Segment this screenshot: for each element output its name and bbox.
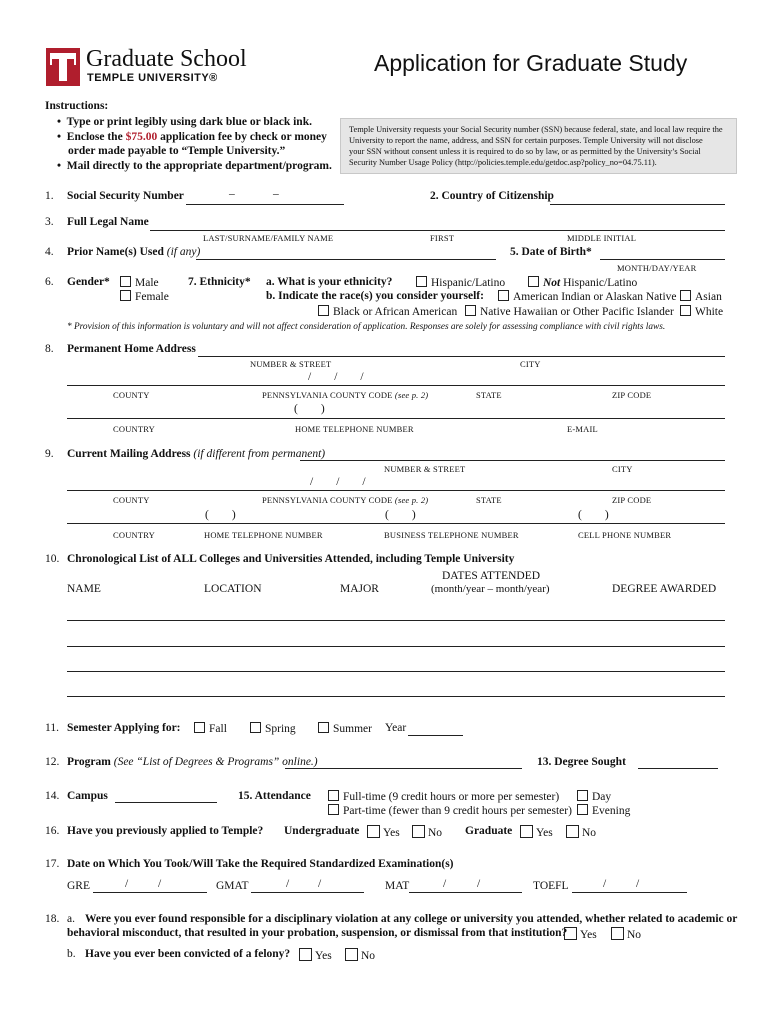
temple-logo xyxy=(46,48,80,86)
legal-name-field[interactable] xyxy=(150,230,725,231)
q18-number: 18. xyxy=(45,913,60,925)
ssn-notice-line: University to report the name, address, and SSN for certain purposes. Temple University will not disclose xyxy=(349,136,703,145)
phone-parens: ( ) xyxy=(294,403,325,415)
college-row-field[interactable] xyxy=(67,646,725,647)
exam-dates-label: Date on Which You Took/Will Take the Required Standardized Examination(s) xyxy=(67,858,454,870)
college-row-field[interactable] xyxy=(67,671,725,672)
gmat-label: GMAT xyxy=(216,880,249,892)
slash: / xyxy=(286,878,290,890)
phone-parens: ( ) xyxy=(385,509,416,521)
previously-applied-label: Have you previously applied to Temple? xyxy=(67,825,264,837)
q18b-prefix: b. xyxy=(67,948,76,960)
semester-label: Semester Applying for: xyxy=(67,722,181,734)
disciplinary-yes-option[interactable]: Yes xyxy=(561,927,597,941)
attendance-label: 15. Attendance xyxy=(238,790,311,802)
q14-number: 14. xyxy=(45,790,60,802)
ssn-notice-line: Security Number Usage Policy (http://policies.temple.edu/getdoc.asp?policy_no=04.75.11). xyxy=(349,158,657,167)
instruction-item: • Enclose the $75.00 application fee by check or money xyxy=(57,131,327,143)
caption: COUNTRY xyxy=(113,530,156,540)
gre-label: GRE xyxy=(67,880,90,892)
q12-number: 12. xyxy=(45,756,60,768)
slash: / / / xyxy=(308,371,364,383)
checkbox-icon xyxy=(528,276,539,287)
first-name-caption: FIRST xyxy=(430,233,455,243)
gender-female-option[interactable]: Female xyxy=(120,290,169,303)
checkbox-icon xyxy=(680,290,691,301)
fee-amount: $75.00 xyxy=(125,131,158,143)
checkbox-icon xyxy=(345,948,358,961)
q8-number: 8. xyxy=(45,343,54,355)
q17-number: 17. xyxy=(45,858,60,870)
part-time-option[interactable]: Part-time (fewer than 9 credit hours per semester) xyxy=(328,804,572,817)
degree-sought-field[interactable] xyxy=(638,768,718,769)
caption: ZIP CODE xyxy=(612,495,652,505)
race-question: b. Indicate the race(s) you consider yourself: xyxy=(266,290,484,302)
checkbox-icon xyxy=(465,305,476,316)
checkbox-icon xyxy=(328,804,339,815)
degree-sought-label: 13. Degree Sought xyxy=(537,756,626,768)
colleges-label: Chronological List of ALL Colleges and Universities Attended, including Temple University xyxy=(67,553,515,565)
semester-summer-option[interactable]: Summer xyxy=(318,722,372,735)
ethnicity-label: 7. Ethnicity* xyxy=(188,276,251,288)
date-of-birth-field[interactable] xyxy=(600,259,725,260)
slash: / / / xyxy=(310,476,366,488)
slash: / xyxy=(477,878,481,890)
col-dates-format: (month/year – month/year) xyxy=(431,583,550,595)
ssn-notice-line: Temple University requests your Social Security number (SSN) because federal, state, and local law require the xyxy=(349,125,723,134)
middle-initial-caption: MIDDLE INITIAL xyxy=(567,233,637,243)
not-hispanic-option[interactable]: Not Hispanic/Latino xyxy=(528,276,637,289)
caption: BUSINESS TELEPHONE NUMBER xyxy=(384,530,519,540)
q6-number: 6. xyxy=(45,276,54,288)
checkbox-icon xyxy=(318,722,329,733)
temple-t-icon xyxy=(46,48,80,86)
campus-field[interactable] xyxy=(115,802,217,803)
prior-names-label: Prior Name(s) Used (if any) xyxy=(67,246,201,258)
checkbox-icon xyxy=(318,305,329,316)
felony-question: Have you ever been convicted of a felony? xyxy=(85,948,291,960)
col-degree: DEGREE AWARDED xyxy=(612,583,717,595)
page-title: Application for Graduate Study xyxy=(374,50,688,76)
checkbox-icon xyxy=(566,825,579,838)
checkbox-icon xyxy=(328,790,339,801)
mailing-address-label: Current Mailing Address (if different from permanent) xyxy=(67,448,326,460)
caption: ZIP CODE xyxy=(612,390,652,400)
race-option-american-indian[interactable]: American Indian or Alaskan Native xyxy=(498,290,677,303)
caption: CITY xyxy=(520,359,541,369)
citizenship-label: 2. Country of Citizenship xyxy=(430,190,554,202)
undergrad-no-option[interactable]: No xyxy=(409,825,442,839)
felony-no-option[interactable]: No xyxy=(342,948,375,962)
caption: PENNSYLVANIA COUNTY CODE (see p. 2) xyxy=(262,390,429,400)
permanent-address-label: Permanent Home Address xyxy=(67,343,196,355)
gre-date-field[interactable] xyxy=(93,892,207,893)
caption: NUMBER & STREET xyxy=(250,359,332,369)
q9-number: 9. xyxy=(45,448,54,460)
caption: STATE xyxy=(476,495,502,505)
grad-no-option[interactable]: No xyxy=(563,825,596,839)
prior-names-field[interactable] xyxy=(196,259,496,260)
caption: CELL PHONE NUMBER xyxy=(578,530,672,540)
campus-label: Campus xyxy=(67,790,108,802)
slash: / xyxy=(603,878,607,890)
instructions-heading: Instructions: xyxy=(45,100,109,112)
race-option-black[interactable]: Black or African American xyxy=(318,305,457,318)
disciplinary-question: Were you ever found responsible for a disciplinary violation at any college or university you attended, whether related to academic or xyxy=(85,913,738,925)
disciplinary-question-cont: behavioral misconduct, that resulted in your probation, suspension, or dismissal from that institution? xyxy=(67,927,568,939)
permanent-country-field[interactable] xyxy=(67,418,725,419)
q10-number: 10. xyxy=(45,553,60,565)
q3-number: 3. xyxy=(45,216,54,228)
checkbox-icon xyxy=(299,948,312,961)
checkbox-icon xyxy=(367,825,380,838)
full-time-option[interactable]: Full-time (9 credit hours or more per semester) xyxy=(328,790,559,803)
q1-number: 1. xyxy=(45,190,54,202)
caption: PENNSYLVANIA COUNTY CODE (see p. 2) xyxy=(262,495,429,505)
checkbox-icon xyxy=(577,804,588,815)
citizenship-field[interactable] xyxy=(550,204,725,205)
permanent-county-field[interactable] xyxy=(67,385,725,386)
gender-label: Gender* xyxy=(67,276,110,288)
checkbox-icon xyxy=(577,790,588,801)
mat-date-field[interactable] xyxy=(409,892,522,893)
year-field[interactable] xyxy=(408,735,463,736)
university-name: TEMPLE UNIVERSITY® xyxy=(87,72,218,84)
instruction-item: • Type or print legibly using dark blue or black ink. xyxy=(57,116,312,128)
evening-option[interactable]: Evening xyxy=(577,804,630,817)
col-major: MAJOR xyxy=(340,583,379,595)
day-option[interactable]: Day xyxy=(577,790,611,803)
mat-label: MAT xyxy=(385,880,410,892)
felony-yes-option[interactable]: Yes xyxy=(296,948,332,962)
checkbox-icon xyxy=(416,276,427,287)
checkbox-icon xyxy=(412,825,425,838)
checkbox-icon xyxy=(611,927,624,940)
ssn-label: Social Security Number xyxy=(67,190,184,202)
program-label: Program (See “List of Degrees & Programs” online.) xyxy=(67,756,318,768)
caption: COUNTY xyxy=(113,495,150,505)
mailing-street-field[interactable] xyxy=(300,460,725,461)
caption: CITY xyxy=(612,464,633,474)
ssn-notice-box xyxy=(340,118,737,174)
col-dates: DATES ATTENDED xyxy=(442,570,541,582)
legal-name-label: Full Legal Name xyxy=(67,216,149,228)
hispanic-option[interactable]: Hispanic/Latino xyxy=(416,276,505,289)
semester-spring-option[interactable]: Spring xyxy=(250,722,296,735)
race-option-asian[interactable]: Asian xyxy=(680,290,722,303)
q16-number: 16. xyxy=(45,825,60,837)
checkbox-icon xyxy=(520,825,533,838)
slash: / xyxy=(125,878,129,890)
race-option-white[interactable]: White xyxy=(680,305,723,318)
ethnicity-question: a. What is your ethnicity? xyxy=(266,276,393,288)
grad-yes-option[interactable]: Yes xyxy=(517,825,553,839)
q18a-prefix: a. xyxy=(67,913,75,925)
col-location: LOCATION xyxy=(204,583,262,595)
gmat-date-field[interactable] xyxy=(251,892,364,893)
checkbox-icon xyxy=(120,290,131,301)
checkbox-icon xyxy=(498,290,509,301)
ssn-field[interactable] xyxy=(186,204,344,205)
q11-number: 11. xyxy=(45,722,59,734)
phone-parens: ( ) xyxy=(205,509,236,521)
undergrad-label: Undergraduate xyxy=(284,825,360,837)
semester-fall-option[interactable]: Fall xyxy=(194,722,227,735)
program-field[interactable] xyxy=(285,768,522,769)
checkbox-icon xyxy=(680,305,691,316)
college-row-field[interactable] xyxy=(67,696,725,697)
ssn-dash: – xyxy=(273,188,279,200)
slash: / xyxy=(636,878,640,890)
caption: COUNTRY xyxy=(113,424,156,434)
caption: E-MAIL xyxy=(567,424,598,434)
race-option-native-hawaiian[interactable]: Native Hawaiian or Other Pacific Islander xyxy=(465,305,674,318)
last-name-caption: LAST/SURNAME/FAMILY NAME xyxy=(203,233,334,243)
year-label: Year xyxy=(385,722,407,734)
slash: / xyxy=(158,878,162,890)
toefl-label: TOEFL xyxy=(533,880,569,892)
caption: NUMBER & STREET xyxy=(384,464,466,474)
ssn-dash: – xyxy=(229,188,235,200)
phone-parens: ( ) xyxy=(578,509,609,521)
disciplinary-no-option[interactable]: No xyxy=(608,927,641,941)
undergrad-yes-option[interactable]: Yes xyxy=(364,825,400,839)
q4-number: 4. xyxy=(45,246,54,258)
slash: / xyxy=(318,878,322,890)
checkbox-icon xyxy=(194,722,205,733)
toefl-date-field[interactable] xyxy=(572,892,687,893)
col-name: NAME xyxy=(67,583,101,595)
permanent-street-field[interactable] xyxy=(198,356,725,357)
college-row-field[interactable] xyxy=(67,620,725,621)
ssn-notice-line: your SSN without consent unless it is required to do so by law, or as permitted by the University’s Social xyxy=(349,147,701,156)
provision-note: * Provision of this information is voluntary and will not affect consideration of application. Responses are solely for assessing compliance with civil rights laws. xyxy=(67,322,666,332)
caption: HOME TELEPHONE NUMBER xyxy=(295,424,414,434)
checkbox-icon xyxy=(250,722,261,733)
date-of-birth-label: 5. Date of Birth* xyxy=(510,246,592,258)
mailing-country-field[interactable] xyxy=(67,523,725,524)
instruction-item: • Mail directly to the appropriate department/program. xyxy=(57,160,332,172)
instruction-item: order made payable to “Temple University.” xyxy=(68,145,286,157)
caption: STATE xyxy=(476,390,502,400)
caption: HOME TELEPHONE NUMBER xyxy=(204,530,323,540)
dob-caption: MONTH/DAY/YEAR xyxy=(617,263,697,273)
caption: COUNTY xyxy=(113,390,150,400)
checkbox-icon xyxy=(120,276,131,287)
school-name: Graduate School xyxy=(86,46,247,72)
gender-male-option[interactable]: Male xyxy=(120,276,159,289)
grad-label: Graduate xyxy=(465,825,513,837)
mailing-county-field[interactable] xyxy=(67,490,725,491)
slash: / xyxy=(443,878,447,890)
checkbox-icon xyxy=(564,927,577,940)
